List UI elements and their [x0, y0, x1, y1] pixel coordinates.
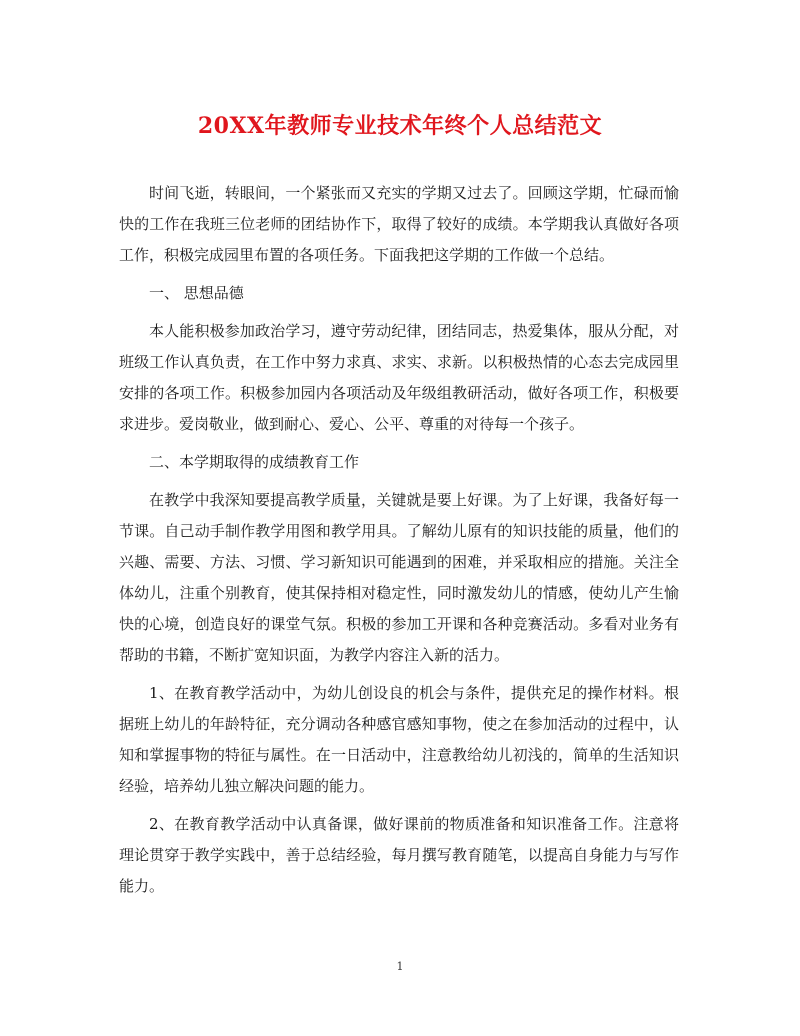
document-body — [119, 178, 679, 902]
teaching-paragraph: 在教学中我深知要提高教学质量，关键就是要上好课。为了上好课，我备好每一节课。自己动手制作教学用图和教学用具。了解幼儿原有的知识技能的质量，他们的兴趣、需要、方法、习惯、学习新知识可能遇到的困难，并采取相应的措施。关注全体幼儿，注重个别教育，使其保持相对稳定性，同时激发幼儿的情感，使幼儿产生愉快的心境，创造良好的课堂气氛。积极的参加工开课和各种竞赛活动。多看对业务有帮助的书籍，不断扩宽知识面，为教学内容注入新的活力。 — [119, 491, 679, 664]
ideology-paragraph: 本人能积极参加政治学习，遵守劳动纪律，团结同志，热爱集体，服从分配，对班级工作认真负责，在工作中努力求真、求实、求新。以积极热情的心态去完成园里安排的各项工作。积极参加园内各项活动及年级组教研活动，做好各项工作，积极要求进步。爱岗敬业，做到耐心、爱心、公平、尊重的对待每一个孩子。 — [119, 322, 679, 433]
document-title: 20XX年教师专业技术年终个人总结范文 — [197, 113, 603, 139]
section-heading-achievements: 二、本学期取得的成绩教育工作 — [149, 453, 360, 471]
activity-paragraph-1: 1、在教育教学活动中，为幼儿创设良的机会与条件，提供充足的操作材料。根据班上幼儿的年龄特征，充分调动各种感官感知事物，使之在参加活动的过程中，认知和掌握事物的特征与属性。在一日活动中，注意教给幼儿初浅的，简单的生活知识经验，培养幼儿独立解决问题的能力。 — [119, 684, 679, 795]
section-heading-ideology: 一、 思想品德 — [149, 284, 244, 302]
activity-paragraph-2: 2、在教育教学活动中认真备课，做好课前的物质准备和知识准备工作。注意将理论贯穿于教学实践中，善于总结经验，每月撰写教育随笔，以提高自身能力与写作能力。 — [119, 815, 679, 895]
page-number: 1 — [396, 960, 404, 973]
intro-paragraph: 时间飞逝，转眼间，一个紧张而又充实的学期又过去了。回顾这学期，忙碌而愉快的工作在我班三位老师的团结协作下，取得了较好的成绩。本学期我认真做好各项工作，积极完成园里布置的各项任务。下面我把这学期的工作做一个总结。 — [119, 184, 679, 264]
